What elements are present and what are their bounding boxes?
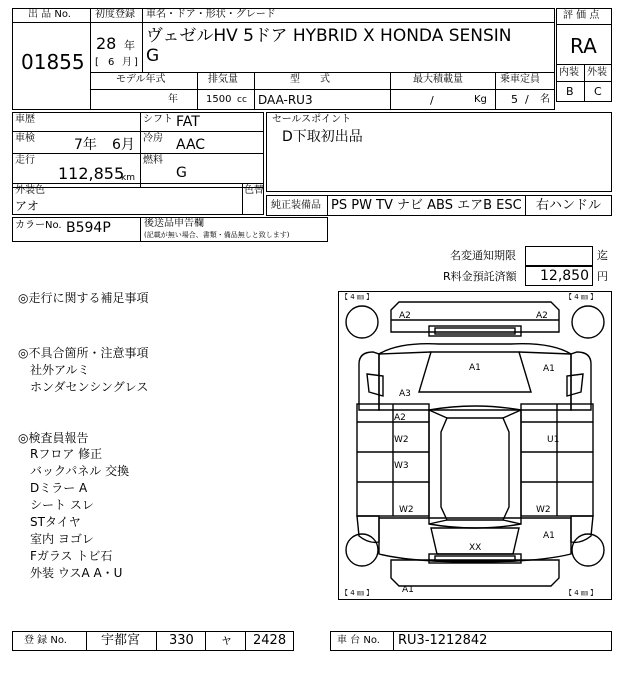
max-load-label: 最大積載量 [413,74,463,85]
defects-title: ◎不具合箇所・注意事項 [18,346,149,360]
interior-label: 内装 [559,67,579,78]
reg-area: 宇都宮 [101,633,141,648]
mark-quarter-r2: A1 [543,531,555,541]
post-docs-note: (記載が無い場合、書類・備品無しと致します) [144,231,290,239]
ext-color-label: 外装色 [15,185,45,196]
shift-label: シフト [143,114,173,125]
color-no-value: B594P [66,220,111,236]
mark-door-fl-b: W2 [394,435,409,445]
inspection-label: 車検 [15,133,35,144]
reg-year-unit: 年 [124,39,135,52]
car-name-label: 車名・ドア・形状・グレード [146,9,276,20]
driving-notes-title: ◎走行に関する補足事項 [18,291,149,305]
tire-rl-label: 【 4 ㎜ 】 [341,589,374,597]
car-diagram [338,291,612,600]
mark-front-bumper-l: A2 [399,311,411,321]
inspector-item: バックパネル 交換 [30,464,130,478]
lot-number: 01855 [21,50,85,74]
mark-door-rl: W3 [394,461,409,471]
interior-score: B [566,85,574,98]
score-label: 評 価 点 [563,10,600,21]
type-value: DAA-RU3 [258,93,313,107]
handle-value: 右ハンドル [536,198,602,213]
displacement-label: 排気量 [208,74,238,85]
exterior-score: C [594,85,602,98]
recycle-label: R料金預託済額 [443,270,517,283]
wheel-fr [572,306,604,338]
mark-fender-l: A3 [399,389,411,399]
inspector-list [30,446,129,582]
ext-color-box [12,183,264,215]
capacity-label: 乗車定員 [500,74,540,85]
reg-month-bracket-r: ] [134,57,138,68]
reg-label: 登 録 No. [24,635,67,646]
equipment-label: 純正装備品 [271,200,321,211]
sales-point-value: D下取初出品 [282,129,363,145]
reg-kana: ャ [220,633,234,648]
reg-number: 2428 [253,633,287,648]
reg-month-bracket-l: [ [95,57,99,68]
inspector-item: STタイヤ [30,515,81,529]
reg-month-unit: 月 [122,57,132,68]
ac-label: 冷房 [143,133,163,144]
mark-hood: A1 [469,363,481,373]
displacement-value: 1500 [206,94,232,105]
max-load-value: / [430,94,434,107]
mark-trunk: XX [469,543,482,553]
reg-month: 6 [108,57,115,68]
reg-year: 28 [96,34,117,53]
recycle-value: 12,850 [540,268,589,284]
recycle-unit: 円 [597,270,608,283]
name-change-box [525,246,593,266]
defect-item: ホンダセンシングレス [30,380,149,394]
capacity-slash: / [525,93,529,106]
mark-door-fl-a: A2 [394,413,406,423]
mark-door-r: U1 [547,435,560,445]
inspector-item: 室内 ヨゴレ [30,532,94,546]
mark-fender-r: A1 [543,364,555,374]
fuel-label: 燃料 [143,155,163,166]
mileage-value: 112,855 [58,164,125,183]
car-name: ヴェゼルHV 5ドア HYBRID X HONDA SENSING [146,26,512,66]
mark-quarter-l: W2 [399,505,414,515]
inspection-year: 7年 [74,137,97,153]
displacement-unit: cc [237,95,247,105]
capacity-unit: 名 [540,94,550,105]
inspector-item: Dミラー A [30,481,88,495]
inspector-item: シート スレ [30,498,94,512]
chassis-label: 車 台 No. [337,635,380,646]
model-year-label: モデル年式 [116,74,166,85]
ac-value: AAC [176,137,206,153]
first-reg-label: 初度登録 [95,9,135,20]
wheel-fl [346,306,378,338]
max-load-unit: Kg [474,94,487,105]
defect-item: 社外アルミ [30,363,90,377]
mark-front-bumper-r: A2 [536,311,548,321]
inspector-item: 外装 ウスA A・U [30,566,123,580]
ext-color-value: アオ [15,199,39,213]
hood [379,344,571,410]
mark-quarter-r: W2 [536,505,551,515]
name-change-label: 名変通知期限 [450,249,516,262]
fuel-value: G [176,165,187,181]
tire-rr-label: 【 4 ㎜ 】 [565,589,598,597]
equipment-value: PS PW TV ナビ ABS エアB ESC [331,198,522,213]
model-year-unit: 年 [168,94,178,105]
lot-label: 出 品 No. [28,9,71,20]
name-change-unit: 迄 [597,249,608,262]
capacity-value: 5 [511,93,518,106]
defects-list [30,362,148,396]
inspector-item: Rフロア 修正 [30,447,103,461]
rear-bumper [391,560,559,586]
tire-fl-label: 【 4 ㎜ 】 [341,293,374,301]
color-no-label: カラーNo. [15,220,62,231]
color-change-label: 色替 [244,185,264,196]
chassis-value: RU3-1212842 [398,633,488,648]
score-value: RA [570,34,597,58]
details-block [12,112,264,188]
inspector-item: Fガラス トビ石 [30,549,113,563]
reg-class: 330 [169,633,194,648]
type-label: 型 式 [290,74,330,85]
inspector-title: ◎検査員報告 [18,431,89,445]
sales-point-label: セールスポイント [272,114,352,125]
mileage-unit: km [121,173,135,183]
mark-rear-bumper: A1 [402,585,414,595]
post-docs-label: 後送品申告欄 [144,218,204,229]
mileage-label: 走行 [15,155,35,166]
history-label: 車歴 [15,114,35,125]
tire-fr-label: 【 4 ㎜ 】 [565,293,598,301]
shift-value: FAT [176,114,200,130]
inspection-month: 6月 [112,137,135,153]
car-diagram-svg [339,292,611,599]
exterior-label: 外装 [587,67,607,78]
